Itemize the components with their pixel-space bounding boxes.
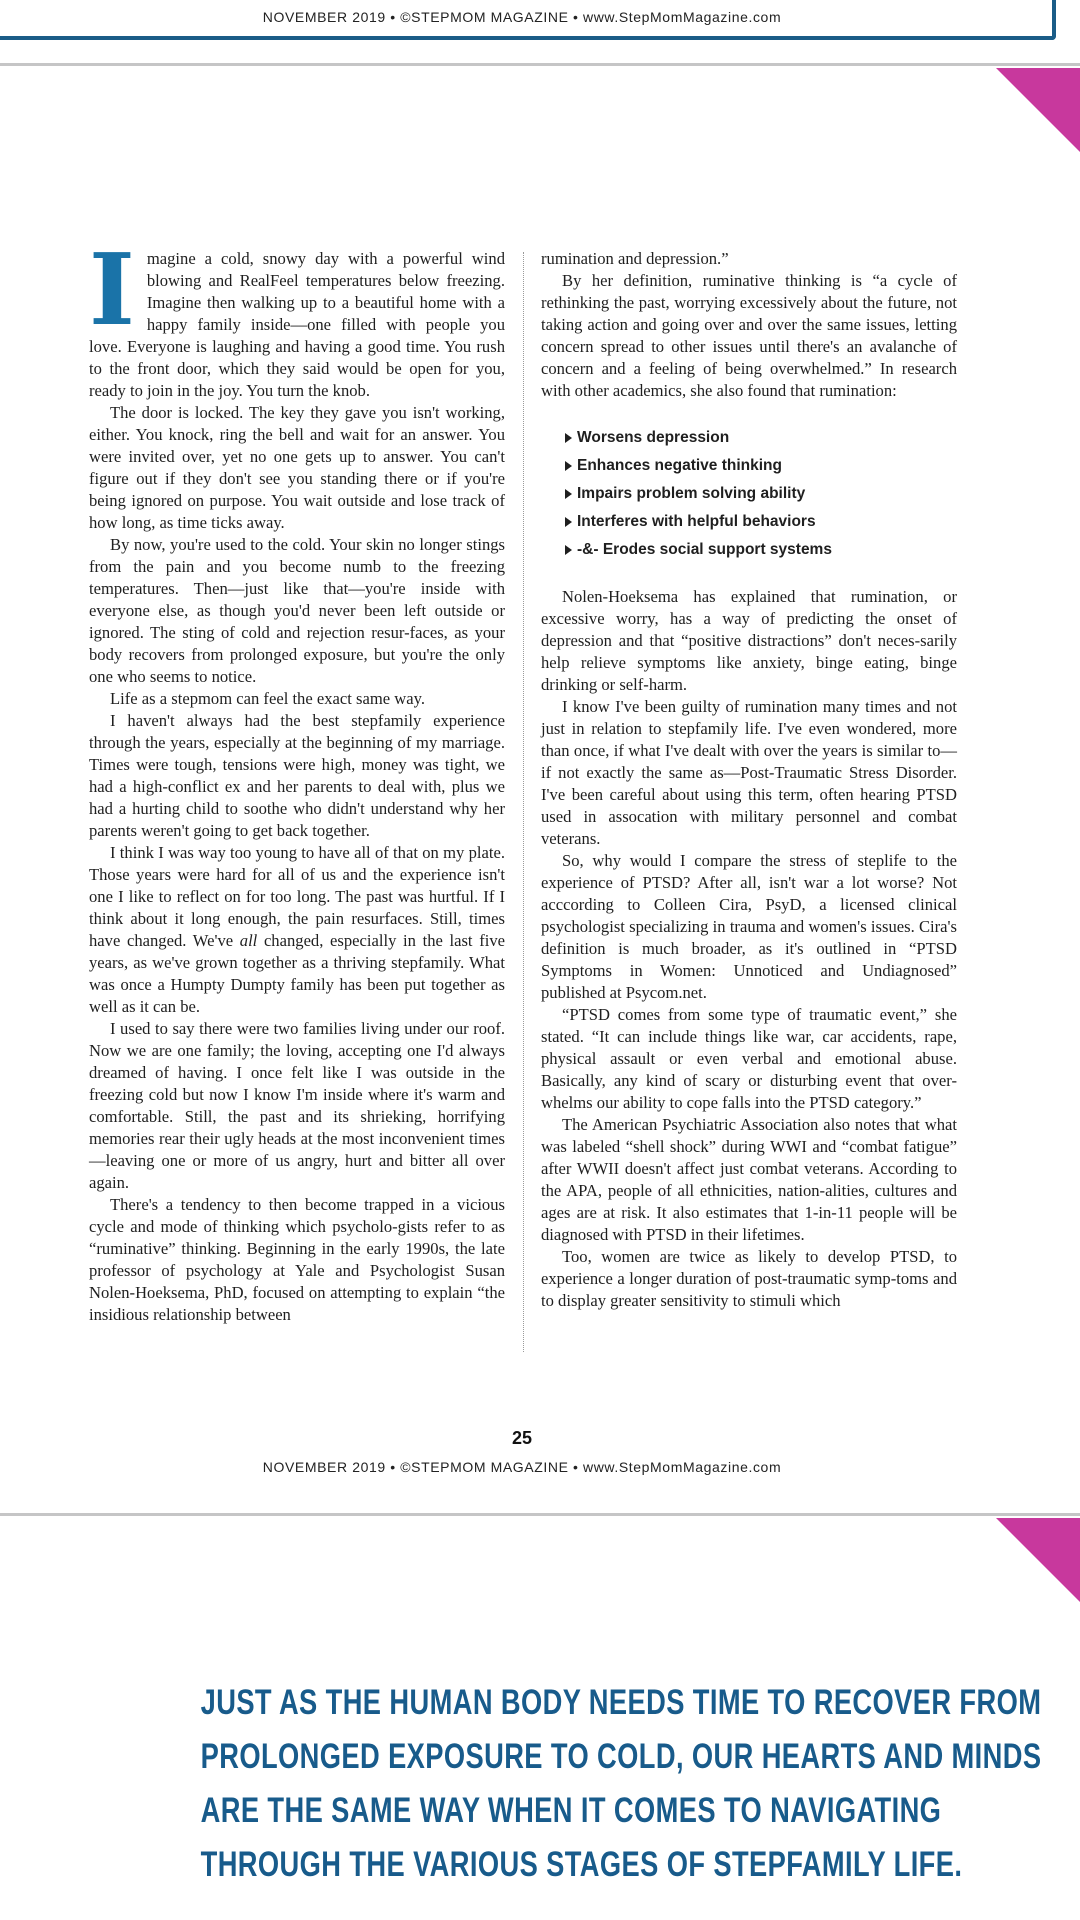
list-item: Impairs problem solving ability bbox=[565, 480, 957, 508]
column-divider bbox=[523, 252, 524, 1352]
paragraph-2: The door is locked. The key they gave you isn't working, either. You knock, ring the bell and wait for an answer. You were invited over, yet no one gets up to answer. You can't figure out if they don't see you standing there or if you're being ignored on purpose. You wait outside and lose track of how long, as time ticks away. bbox=[89, 403, 505, 532]
dropcap: I bbox=[89, 233, 135, 348]
paragraph-3: By now, you're used to the cold. Your skin no longer stings from the pain and you become numb to the freezing temperatures. Then—just like that—you're inside with everyone else, as though you'd never been left outside or ignored. The sting of cold and rejection resur-faces, as your body recovers from prolonged exposure, but you're the only one who seems to notice. bbox=[89, 535, 505, 686]
paragraph-5: I haven't always had the best stepfamily experience through the years, especially at the beginning of my marriage. Times were tough, tensions were high, money was tight, we had a high-conflict ex and her parents to deal with, plus we had a hurting child to soothe who didn't understand why her parents weren't going to get back together. bbox=[89, 711, 505, 840]
pull-quote-line: PROLONGED EXPOSURE TO COLD, OUR HEARTS AND MINDS bbox=[200, 1737, 1042, 1776]
paragraph-13: So, why would I compare the stress of steplife to the experience of PTSD? After all, isn't war a lot worse? Not acccording to Colleen Cira, PsyD, a licensed clinical psychologist specializing in trauma and women's issues. Cira's definition is much broader, as it's outlined in “PTSD Symptoms in Women: Unnoticed and Undiagnosed” published at Psycom.net. bbox=[541, 851, 957, 1002]
page-divider-top bbox=[0, 63, 1080, 66]
list-item: -&- Erodes social support systems bbox=[565, 536, 957, 564]
paragraph-6 bbox=[89, 842, 505, 1018]
paragraph-15: The American Psychiatric Association also notes that what was labeled “shell shock” during WWI and “combat fatigue” after WWII doesn't affect just combat veterans. According to the APA, people of all ethnicities, nation-alities, cultures and ages are at risk. It also estimates that 1-in-11 people will be diagnosed with PTSD in their lifetimes. bbox=[541, 1115, 957, 1244]
paragraph-1-text: magine a cold, snowy day with a powerful wind blowing and RealFeel temperatures below freezing. Imagine then walking up to a beautiful home with a happy family inside—one filled with people you love. Everyone is laughing and having a good time. You rush to the front door, which they said would be open for you, ready to join in the joy. You turn the knob. bbox=[89, 249, 505, 400]
paragraph-10: By her definition, ruminative thinking is “a cycle of rethinking the past, worrying excessively about the future, not taking action and going over and over the same issues, letting concern spread to other issues until there's an avalanche of concern and a feeling of being overwhelmed.” In research with other academics, she also found that rumination: bbox=[541, 271, 957, 400]
article-column-right bbox=[541, 248, 957, 1312]
paragraph-12: I know I've been guilty of rumination many times and not just in relation to stepfamily life. I've even wondered, more than once, if what I've dealt with over the years is similar to—if not exactly the same as—Post-Traumatic Stress Disorder. I've been careful about using this term, often hearing PTSD used in assocation with military personnel and combat veterans. bbox=[541, 697, 957, 848]
paragraph-11: Nolen-Hoeksema has explained that rumination, or excessive worry, has a way of predicting the onset of depression and that “positive distractions” don't neces-sarily help relieve symptoms like anxiety, binge eating, binge drinking or self-harm. bbox=[541, 587, 957, 694]
paragraph-9: rumination and depression.” bbox=[541, 249, 729, 268]
article-column-left bbox=[89, 233, 505, 1326]
paragraph-6-a: I think I was way too young to have all of that on my plate. Those years were hard for all of us and the experience isn't one I like to reflect on for too long. The past was hurtful. If I think about it long enough, the pain resurfaces. Still, times have changed. We've bbox=[89, 843, 505, 950]
pull-quote-line: JUST AS THE HUMAN BODY NEEDS TIME TO RECOVER FROM bbox=[200, 1683, 1042, 1722]
running-head-top: NOVEMBER 2019 • ©STEPMOM MAGAZINE • www.StepMomMagazine.com bbox=[262, 9, 782, 25]
paragraph-7: I used to say there were two families living under our roof. Now we are one family; the loving, accepting one I'd always dreamed of having. I once felt like I was outside in the freezing cold but now I know I'm inside where it's warm and comfortable. Still, the past and its shrieking, horrifying memories rear their ugly heads at the most inconvenient times—leaving one or more of us angry, hurt and bitter all over again. bbox=[89, 1019, 505, 1192]
page-number: 25 bbox=[511, 1428, 533, 1448]
list-item: Interferes with helpful behaviors bbox=[565, 508, 957, 536]
page-divider-bottom bbox=[0, 1513, 1080, 1516]
running-head-bottom: NOVEMBER 2019 • ©STEPMOM MAGAZINE • www.StepMomMagazine.com bbox=[262, 1459, 782, 1475]
paragraph-6-b: changed, especially in the last five years, as we've grown together as a thriving stepfamily. What was once a Humpty Dumpty family has been put together as well as it can be. bbox=[89, 931, 505, 1016]
paragraph-14: “PTSD comes from some type of traumatic event,” she stated. “It can include things like war, car accidents, rape, physical assault or even verbal and emotional abuse. Basically, any kind of scary or disturbing event that over-whelms our ability to cope falls into the PTSD category.” bbox=[541, 1005, 957, 1112]
corner-triangle-top bbox=[996, 68, 1080, 152]
paragraph-8: There's a tendency to then become trapped in a vicious cycle and mode of thinking which psycholo-gists refer to as “ruminative” thinking. Beginning in the early 1990s, the late professor of psychology at Yale and Psychologist Susan Nolen-Hoeksema, PhD, focused on attempting to explain “the insidious relationship between bbox=[89, 1195, 505, 1324]
pull-quote bbox=[200, 1676, 1042, 1892]
list-item: Worsens depression bbox=[565, 424, 957, 452]
paragraph-16: Too, women are twice as likely to develop PTSD, to experience a longer duration of post-traumatic symp-toms and to display greater sensitivity to stimuli which bbox=[541, 1247, 957, 1310]
paragraph-1 bbox=[89, 233, 505, 402]
pull-quote-line: ARE THE SAME WAY WHEN IT COMES TO NAVIGATING bbox=[200, 1791, 942, 1830]
list-item: Enhances negative thinking bbox=[565, 452, 957, 480]
rumination-effects-list bbox=[541, 424, 957, 564]
pull-quote-line: THROUGH THE VARIOUS STAGES OF STEPFAMILY LIFE. bbox=[200, 1845, 963, 1884]
corner-triangle-bottom bbox=[996, 1518, 1080, 1602]
paragraph-6-emphasis: all bbox=[239, 931, 258, 950]
paragraph-4: Life as a stepmom can feel the exact same way. bbox=[110, 689, 425, 708]
